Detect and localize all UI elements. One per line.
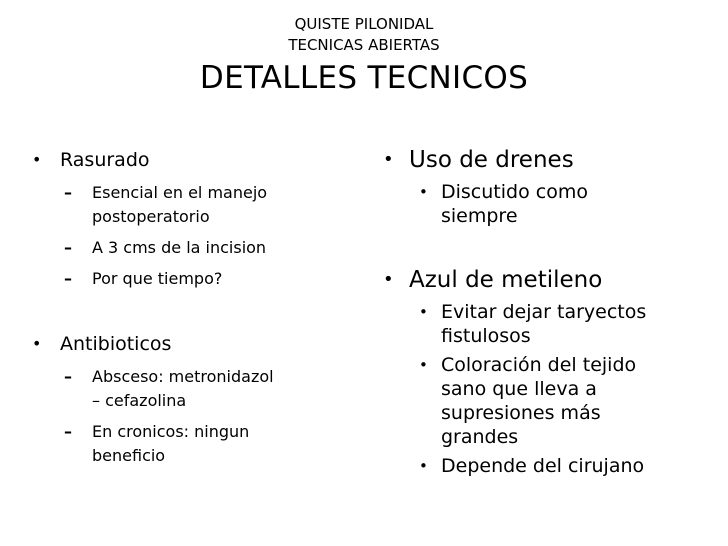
sub-bullet (32, 267, 332, 291)
dash-icon: – (64, 367, 72, 386)
sub-bullet-line: – cefazolina (92, 391, 187, 410)
sub-bullet (32, 365, 332, 413)
sub-bullet-line: En cronicos: ningun (92, 422, 250, 441)
title-line-2: TECNICAS ABIERTAS (288, 36, 440, 54)
sub-bullet-line: grandes (441, 426, 519, 448)
left-column (32, 146, 332, 468)
sub-bullet-line: fistulosos (441, 325, 531, 347)
bullet-uso-de-drenes (383, 146, 728, 174)
slide-title (0, 14, 728, 98)
bullet-icon: • (419, 457, 428, 475)
sub-bullet (32, 236, 332, 260)
sub-bullet (32, 420, 332, 468)
sub-bullet (383, 180, 728, 228)
title-main: DETALLES TECNICOS (199, 60, 529, 96)
sub-bullet-line: postoperatorio (92, 207, 210, 226)
bullet-icon: • (383, 269, 394, 290)
bullet-icon: • (32, 150, 42, 169)
bullet-antibioticos (32, 332, 332, 356)
right-column (383, 146, 728, 478)
bullet-icon: • (419, 183, 428, 201)
sub-bullet-line: beneficio (92, 446, 166, 465)
bullet-label: Rasurado (60, 149, 150, 171)
sub-bullet (383, 300, 728, 348)
bullet-label: Azul de metileno (409, 267, 603, 293)
sub-bullet-line: Depende del cirujano (441, 455, 645, 477)
sub-bullet (383, 353, 728, 449)
dash-icon: – (64, 183, 72, 202)
sub-bullet (383, 454, 728, 478)
title-line-1: QUISTE PILONIDAL (294, 15, 434, 33)
sub-bullet-line: Discutido como (441, 181, 588, 203)
bullet-icon: • (419, 303, 428, 321)
sub-bullet-line: Coloración del tejido (441, 354, 637, 376)
bullet-icon: • (383, 149, 394, 170)
bullet-icon: • (32, 334, 42, 353)
sub-bullet-line: supresiones más (441, 402, 601, 424)
sub-bullet-line: sano que lleva a (441, 378, 597, 400)
bullet-label: Antibioticos (60, 333, 172, 355)
sub-bullet-line: Evitar dejar taryectos (441, 301, 647, 323)
bullet-rasurado (32, 148, 332, 172)
sub-bullet-line: Absceso: metronidazol (92, 367, 274, 386)
dash-icon: – (64, 422, 72, 441)
sub-bullet-line: Esencial en el manejo (92, 183, 268, 202)
bullet-label: Uso de drenes (409, 147, 574, 173)
sub-bullet-line: A 3 cms de la incision (92, 238, 267, 257)
bullet-icon: • (419, 356, 428, 374)
sub-bullet-line: siempre (441, 205, 518, 227)
sub-bullet-line: Por que tiempo? (92, 269, 223, 288)
bullet-azul-de-metileno (383, 266, 728, 294)
dash-icon: – (64, 269, 72, 288)
dash-icon: – (64, 238, 72, 257)
sub-bullet (32, 181, 332, 229)
